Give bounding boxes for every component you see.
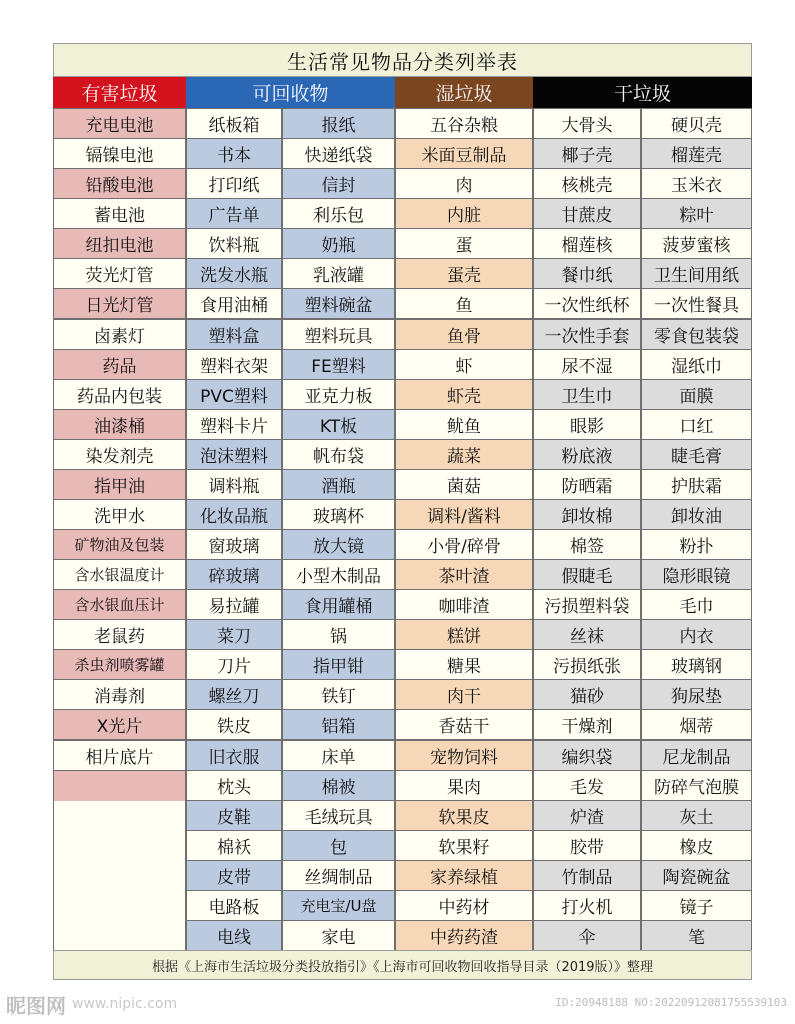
cell-dry-a: 污损塑料袋 [533,589,641,620]
cell-dry-b: 灰土 [641,800,752,831]
cell-recyclable-a: 打印纸 [186,168,282,199]
cell-dry-a: 防晒霜 [533,469,641,500]
cell-wet: 宠物饲料 [395,740,533,771]
cell-hazardous: 药品 [53,349,186,380]
header-recyclables: 可回收物 [186,77,395,108]
cell-dry-b: 狗尿垫 [641,679,752,710]
cell-recyclable-a: 塑料卡片 [186,409,282,440]
cell-recyclable-b: 塑料玩具 [282,319,395,350]
cell-recyclable-a: 塑料盒 [186,319,282,350]
cell-recyclable-b: 利乐包 [282,198,395,229]
table-title: 生活常见物品分类列举表 [53,43,752,77]
cell-dry-b: 内衣 [641,619,752,650]
cell-dry-b: 玉米衣 [641,168,752,199]
cell-dry-b: 橡皮 [641,830,752,861]
cell-recyclable-b: 乳液罐 [282,258,395,289]
cell-recyclable-b: 床单 [282,740,395,771]
cell-hazardous: 老鼠药 [53,619,186,650]
cell-hazardous: X光片 [53,709,186,740]
cell-recyclable-b: 帆布袋 [282,439,395,470]
cell-dry-b: 毛巾 [641,589,752,620]
cell-recyclable-b: 包 [282,830,395,861]
cell-wet: 鱼骨 [395,319,533,350]
cell-dry-a: 炉渣 [533,800,641,831]
cell-hazardous: 药品内包装 [53,379,186,410]
cell-dry-b: 菠萝蜜核 [641,228,752,259]
cell-dry-a: 棉签 [533,529,641,560]
cell-recyclable-b: 塑料碗盆 [282,288,395,319]
cell-dry-a: 大骨头 [533,108,641,139]
watermark-brand: 昵图网 [6,993,66,1018]
cell-dry-b: 睫毛膏 [641,439,752,470]
cell-dry-a: 干燥剂 [533,709,641,740]
cell-wet: 小骨/碎骨 [395,529,533,560]
cell-recyclable-a: 碎玻璃 [186,559,282,590]
cell-recyclable-b: 锅 [282,619,395,650]
cell-dry-b: 湿纸巾 [641,349,752,380]
cell-wet: 鱿鱼 [395,409,533,440]
cell-hazardous: 油漆桶 [53,409,186,440]
cell-hazardous: 充电电池 [53,108,186,139]
cell-dry-b: 护肤霜 [641,469,752,500]
cell-wet: 调料/酱料 [395,499,533,530]
cell-hazardous [53,770,186,951]
cell-recyclable-a: 纸板箱 [186,108,282,139]
cell-recyclable-b: 快递纸袋 [282,138,395,169]
cell-dry-a: 榴莲核 [533,228,641,259]
cell-wet: 果肉 [395,770,533,801]
cell-dry-b: 尼龙制品 [641,740,752,771]
cell-hazardous: 纽扣电池 [53,228,186,259]
cell-hazardous: 相片底片 [53,740,186,771]
cell-dry-a: 假睫毛 [533,559,641,590]
cell-recyclable-a: 广告单 [186,198,282,229]
cell-dry-b: 卫生间用纸 [641,258,752,289]
watermark-id: ID:20948188 NO:20220912081755539103 [555,996,787,1009]
cell-dry-a: 卫生巾 [533,379,641,410]
cell-hazardous: 日光灯管 [53,288,186,319]
cell-recyclable-a: 旧衣服 [186,740,282,771]
cell-recyclable-b: 亚克力板 [282,379,395,410]
cell-dry-b: 榴莲壳 [641,138,752,169]
cell-wet: 糖果 [395,649,533,680]
cell-hazardous: 铅酸电池 [53,168,186,199]
cell-dry-b: 镜子 [641,890,752,921]
cell-wet: 糕饼 [395,619,533,650]
header-wet-waste: 湿垃圾 [395,77,533,108]
cell-dry-a: 污损纸张 [533,649,641,680]
table-body [53,108,752,950]
cell-wet: 肉 [395,168,533,199]
cell-recyclable-a: 电路板 [186,890,282,921]
cell-dry-a: 编织袋 [533,740,641,771]
cell-recyclable-a: 化妆品瓶 [186,499,282,530]
cell-wet: 菌菇 [395,469,533,500]
cell-dry-a: 眼影 [533,409,641,440]
cell-recyclable-a: PVC塑料 [186,379,282,410]
cell-wet: 虾壳 [395,379,533,410]
cell-recyclable-a: 塑料衣架 [186,349,282,380]
cell-dry-b: 粉扑 [641,529,752,560]
cell-wet: 虾 [395,349,533,380]
cell-dry-a: 伞 [533,920,641,951]
cell-wet: 内脏 [395,198,533,229]
cell-wet: 茶叶渣 [395,559,533,590]
cell-dry-a: 一次性手套 [533,319,641,350]
cell-hazardous: 含水银血压计 [53,589,186,620]
source-note: 根据《上海市生活垃圾分类投放指引》《上海市可回收物回收指导目录（2019版）》整理 [53,950,752,980]
cell-dry-a: 甘蔗皮 [533,198,641,229]
cell-wet: 家养绿植 [395,860,533,891]
cell-recyclable-a: 书本 [186,138,282,169]
cell-dry-a: 一次性纸杯 [533,288,641,319]
cell-hazardous: 洗甲水 [53,499,186,530]
cell-recyclable-b: 小型木制品 [282,559,395,590]
cell-recyclable-b: 放大镜 [282,529,395,560]
cell-dry-a: 餐巾纸 [533,258,641,289]
cell-recyclable-a: 电线 [186,920,282,951]
cell-dry-b: 烟蒂 [641,709,752,740]
cell-recyclable-b: 棉被 [282,770,395,801]
cell-wet: 五谷杂粮 [395,108,533,139]
cell-hazardous: 染发剂壳 [53,439,186,470]
cell-recyclable-b: KT板 [282,409,395,440]
cell-hazardous: 消毒剂 [53,679,186,710]
cell-hazardous: 蓄电池 [53,198,186,229]
cell-recyclable-a: 菜刀 [186,619,282,650]
cell-dry-b: 防碎气泡膜 [641,770,752,801]
cell-wet: 蔬菜 [395,439,533,470]
cell-dry-a: 核桃壳 [533,168,641,199]
cell-hazardous: 荧光灯管 [53,258,186,289]
cell-hazardous: 指甲油 [53,469,186,500]
cell-dry-b: 粽叶 [641,198,752,229]
cell-recyclable-a: 枕头 [186,770,282,801]
cell-wet: 米面豆制品 [395,138,533,169]
cell-hazardous: 矿物油及包装 [53,529,186,560]
cell-recyclable-b: 奶瓶 [282,228,395,259]
cell-recyclable-a: 洗发水瓶 [186,258,282,289]
header-dry-waste: 干垃圾 [533,77,752,108]
cell-wet: 软果皮 [395,800,533,831]
cell-recyclable-a: 螺丝刀 [186,679,282,710]
cell-dry-b: 口红 [641,409,752,440]
cell-dry-b: 一次性餐具 [641,288,752,319]
cell-hazardous: 含水银温度计 [53,559,186,590]
cell-wet: 咖啡渣 [395,589,533,620]
cell-dry-a: 胶带 [533,830,641,861]
cell-dry-a: 毛发 [533,770,641,801]
cell-recyclable-b: FE塑料 [282,349,395,380]
cell-recyclable-b: 指甲钳 [282,649,395,680]
cell-recyclable-b: 铝箱 [282,709,395,740]
cell-wet: 蛋 [395,228,533,259]
cell-hazardous: 镉镍电池 [53,138,186,169]
cell-dry-b: 隐形眼镜 [641,559,752,590]
cell-wet: 中药材 [395,890,533,921]
cell-wet: 香菇干 [395,709,533,740]
cell-recyclable-b: 报纸 [282,108,395,139]
watermark-left [6,990,177,1018]
cell-wet: 软果籽 [395,830,533,861]
cell-recyclable-b: 毛绒玩具 [282,800,395,831]
cell-wet: 中药药渣 [395,920,533,951]
cell-recyclable-a: 刀片 [186,649,282,680]
cell-dry-b: 零食包装袋 [641,319,752,350]
cell-dry-b: 陶瓷碗盆 [641,860,752,891]
cell-dry-a: 椰子壳 [533,138,641,169]
cell-recyclable-b: 充电宝/U盘 [282,890,395,921]
cell-recyclable-a: 调料瓶 [186,469,282,500]
cell-recyclable-a: 铁皮 [186,709,282,740]
cell-recyclable-a: 皮鞋 [186,800,282,831]
cell-recyclable-b: 食用罐桶 [282,589,395,620]
cell-dry-a: 卸妆棉 [533,499,641,530]
cell-recyclable-a: 泡沫塑料 [186,439,282,470]
cell-wet: 鱼 [395,288,533,319]
category-header-row [53,77,752,108]
header-hazardous-waste: 有害垃圾 [53,77,186,108]
cell-hazardous: 卤素灯 [53,319,186,350]
cell-wet: 蛋壳 [395,258,533,289]
cell-dry-a: 猫砂 [533,679,641,710]
cell-recyclable-a: 窗玻璃 [186,529,282,560]
cell-dry-b: 硬贝壳 [641,108,752,139]
cell-dry-a: 粉底液 [533,439,641,470]
cell-dry-a: 打火机 [533,890,641,921]
cell-dry-a: 丝袜 [533,619,641,650]
cell-recyclable-a: 饮料瓶 [186,228,282,259]
cell-dry-b: 面膜 [641,379,752,410]
cell-recyclable-b: 信封 [282,168,395,199]
cell-recyclable-b: 家电 [282,920,395,951]
cell-wet: 肉干 [395,679,533,710]
cell-dry-a: 竹制品 [533,860,641,891]
cell-recyclable-a: 食用油桶 [186,288,282,319]
cell-recyclable-b: 酒瓶 [282,469,395,500]
cell-recyclable-b: 铁钉 [282,679,395,710]
cell-dry-b: 玻璃钢 [641,649,752,680]
cell-hazardous: 杀虫剂喷雾罐 [53,649,186,680]
cell-dry-b: 笔 [641,920,752,951]
cell-recyclable-b: 丝绸制品 [282,860,395,891]
watermark-url: www.nipic.com [72,996,178,1012]
cell-recyclable-a: 皮带 [186,860,282,891]
cell-recyclable-a: 易拉罐 [186,589,282,620]
cell-dry-b: 卸妆油 [641,499,752,530]
cell-recyclable-b: 玻璃杯 [282,499,395,530]
cell-dry-a: 尿不湿 [533,349,641,380]
cell-recyclable-a: 棉袄 [186,830,282,861]
